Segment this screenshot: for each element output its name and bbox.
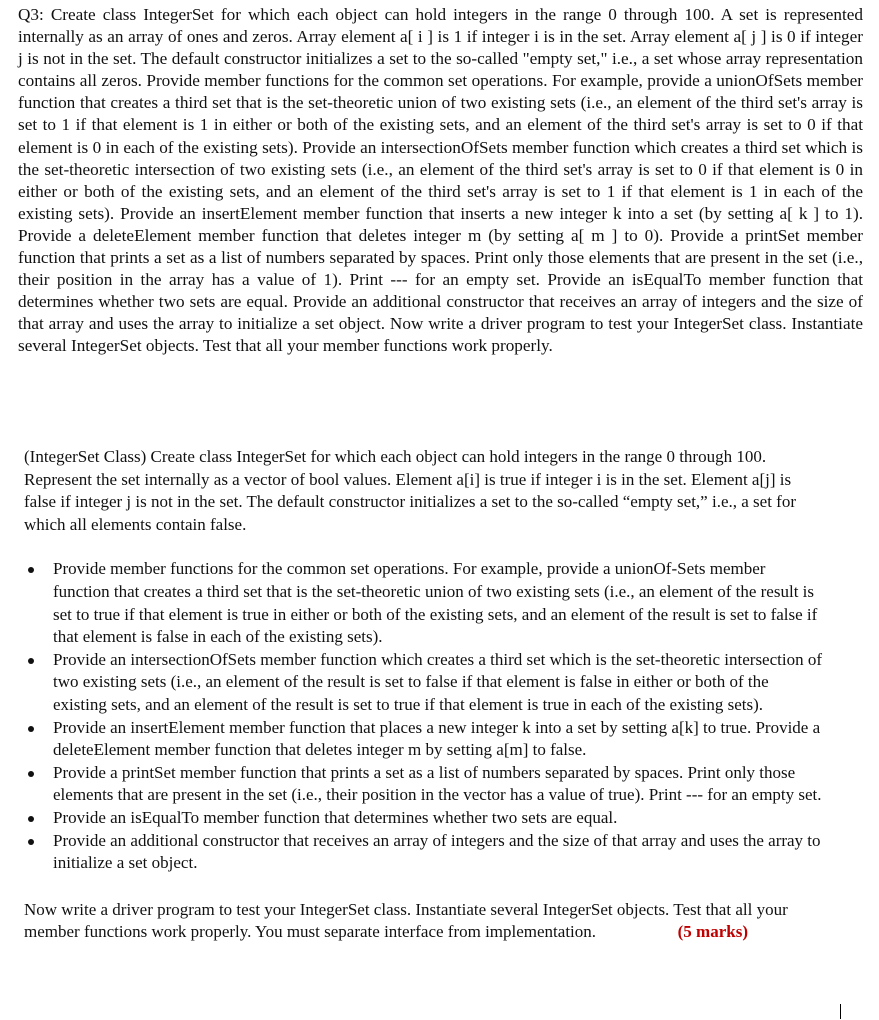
bullet-icon (28, 658, 34, 664)
list-item (24, 762, 824, 807)
list-item-text: Provide an isEqualTo member function that determines whether two sets are equal. (53, 807, 618, 827)
integerset-intro-paragraph: (IntegerSet Class) Create class IntegerSet for which each object can hold integers in the range 0 through 100. Represent the set internally as a vector of bool values. Element a[i] is true if integer i is in the set. Element a[j] is false if integer j is not in the set. The default constructor initializes a set to the so-called “empty set,” i.e., a set for which all elements contain false. (24, 447, 796, 534)
requirements-list (24, 558, 824, 874)
bullet-icon (28, 567, 34, 573)
list-item-text: Provide member functions for the common set operations. For example, provide a unionOf-Sets member function that creates a third set that is the set-theoretic union of two existing sets (i.e., an element of the result is set to true if that element is true in either or both of the existing sets, and an element of the result is set to false if that element is false in each of the existing sets). (53, 559, 818, 647)
list-item (24, 807, 824, 830)
list-item (24, 717, 824, 762)
bullet-icon (28, 839, 34, 845)
list-item (24, 830, 824, 875)
list-item-text: Provide an additional constructor that receives an array of integers and the size of that array and uses the array to initialize a set object. (53, 830, 821, 873)
list-item-text: Provide a printSet member function that prints a set as a list of numbers separated by spaces. Print only those elements that are present in the set (i.e., their position in the vector has a value of true). Print --- for an empty set. (53, 762, 822, 805)
bullet-icon (28, 771, 34, 777)
driver-program-paragraph (24, 899, 824, 944)
list-item-text: Provide an insertElement member function that places a new integer k into a set by setting a[k] to true. Provide a deleteElement member function that deletes integer m by setting a[m] to false. (53, 717, 821, 760)
question-3-paragraph: Q3: Create class IntegerSet for which each object can hold integers in the range 0 through 100. A set is represented internally as an array of ones and zeros. Array element a[ i ] is 1 if integer i is in the set. Array element a[ j ] is 0 if integer j is not in the set. The default constructor initializes a set to the so-called "empty set," i.e., a set whose array representation contains all zeros. Provide member functions for the common set operations. For example, provide a unionOfSets member function that creates a third set that is the set-theoretic union of two existing sets (i.e., an element of the third set's array is set to 1 if that element is 1 in either or both of the existing sets, and an element of the third set's array is set to 0 if that element is 0 in each of the existing sets). Provide an intersectionOfSets member function which creates a third set which is the set-theoretic intersection of two existing sets (i.e., an element of the third set's array is set to 0 if that element is 0 in either or both of the existing sets, and an element of the third set's array is set to 1 if that element is 1 in each of the existing sets). Provide an insertElement member function that inserts a new integer k into a set (by setting a[ k ] to 1). Provide a deleteElement member function that deletes integer m (by setting a[ m ] to 0). Provide a printSet member function that prints a set as a list of numbers separated by spaces. Print only those elements that are present in the set (i.e., their position in the array has a value of 1). Print --- for an empty set. Provide an isEqualTo member function that determines whether two sets are equal. Provide an additional constructor that receives an array of integers and the size of that array and uses the array to initialize a set object. Now write a driver program to test your IntegerSet class. Instantiate several IntegerSet objects. Test that all your member functions work properly. (18, 5, 863, 356)
driver-program-text: Now write a driver program to test your IntegerSet class. Instantiate several IntegerSet objects. Test that all your member functions work properly. You must separate interface from implementation. (24, 899, 788, 942)
list-item (24, 649, 824, 717)
list-item-text: Provide an intersectionOfSets member function which creates a third set which is the set-theoretic intersection of two existing sets (i.e., an element of the result is set to false if that element is false in either or both of the existing sets, and an element of the result is set to true if that element is true in each of the existing sets). (53, 649, 823, 714)
integerset-class-section (24, 446, 824, 944)
text-cursor (840, 1004, 841, 1019)
bullet-icon (28, 816, 34, 822)
bullet-icon (28, 726, 34, 732)
list-item (24, 558, 824, 648)
marks-label: (5 marks) (677, 922, 748, 942)
